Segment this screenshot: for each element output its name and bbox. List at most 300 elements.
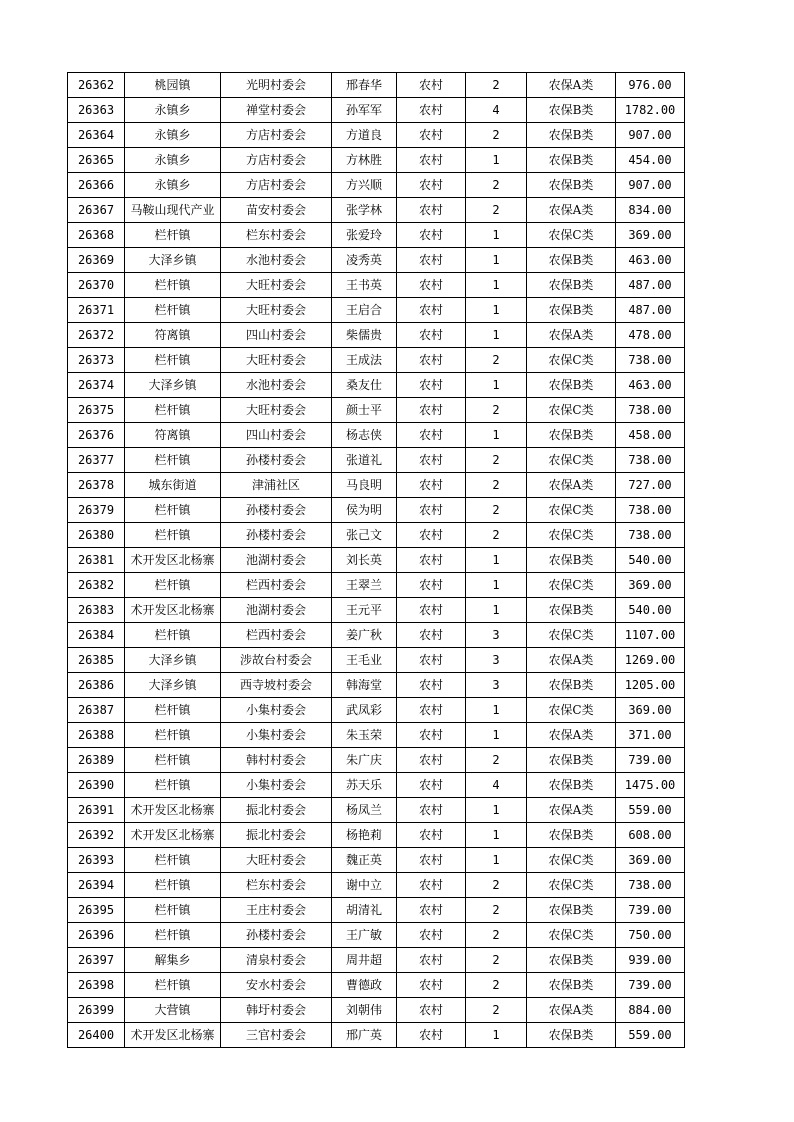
- household-type-cell: 农村: [397, 673, 466, 698]
- amount-cell: 738.00: [616, 523, 685, 548]
- table-row: [68, 698, 685, 723]
- village-committee-cell: 小集村委会: [221, 773, 332, 798]
- record-id-cell: 26366: [68, 173, 125, 198]
- table-row: [68, 348, 685, 373]
- record-id-cell: 26388: [68, 723, 125, 748]
- amount-cell: 834.00: [616, 198, 685, 223]
- member-count-cell: 1: [466, 323, 527, 348]
- record-id-cell: 26376: [68, 423, 125, 448]
- insurance-category-cell: 农保B类: [527, 123, 616, 148]
- member-count-cell: 1: [466, 723, 527, 748]
- record-id-cell: 26371: [68, 298, 125, 323]
- member-count-cell: 1: [466, 798, 527, 823]
- village-committee-cell: 大旺村委会: [221, 298, 332, 323]
- member-count-cell: 2: [466, 473, 527, 498]
- amount-cell: 907.00: [616, 123, 685, 148]
- person-name-cell: 侯为明: [332, 498, 397, 523]
- record-id-cell: 26367: [68, 198, 125, 223]
- insurance-category-cell: 农保A类: [527, 473, 616, 498]
- member-count-cell: 1: [466, 273, 527, 298]
- village-committee-cell: 大旺村委会: [221, 273, 332, 298]
- table-row: [68, 873, 685, 898]
- table-row: [68, 148, 685, 173]
- town-cell: 栏杆镇: [125, 898, 221, 923]
- table-row: [68, 98, 685, 123]
- table-row: [68, 973, 685, 998]
- member-count-cell: 2: [466, 948, 527, 973]
- insurance-category-cell: 农保C类: [527, 498, 616, 523]
- village-committee-cell: 禅堂村委会: [221, 98, 332, 123]
- record-id-cell: 26364: [68, 123, 125, 148]
- household-type-cell: 农村: [397, 148, 466, 173]
- record-id-cell: 26394: [68, 873, 125, 898]
- person-name-cell: 柴儒贵: [332, 323, 397, 348]
- person-name-cell: 刘长英: [332, 548, 397, 573]
- town-cell: 栏杆镇: [125, 523, 221, 548]
- person-name-cell: 方兴顺: [332, 173, 397, 198]
- insurance-category-cell: 农保B类: [527, 748, 616, 773]
- village-committee-cell: 池湖村委会: [221, 548, 332, 573]
- record-id-cell: 26377: [68, 448, 125, 473]
- table-row: [68, 648, 685, 673]
- amount-cell: 454.00: [616, 148, 685, 173]
- record-id-cell: 26390: [68, 773, 125, 798]
- household-type-cell: 农村: [397, 873, 466, 898]
- household-type-cell: 农村: [397, 773, 466, 798]
- insurance-category-cell: 农保B类: [527, 773, 616, 798]
- amount-cell: 750.00: [616, 923, 685, 948]
- person-name-cell: 朱玉荣: [332, 723, 397, 748]
- village-committee-cell: 振北村委会: [221, 798, 332, 823]
- member-count-cell: 3: [466, 673, 527, 698]
- record-id-cell: 26391: [68, 798, 125, 823]
- village-committee-cell: 大旺村委会: [221, 348, 332, 373]
- amount-cell: 907.00: [616, 173, 685, 198]
- person-name-cell: 王启合: [332, 298, 397, 323]
- household-type-cell: 农村: [397, 748, 466, 773]
- household-type-cell: 农村: [397, 473, 466, 498]
- table-row: [68, 473, 685, 498]
- record-id-cell: 26368: [68, 223, 125, 248]
- insurance-category-cell: 农保B类: [527, 598, 616, 623]
- insurance-category-cell: 农保A类: [527, 198, 616, 223]
- town-cell: 大营镇: [125, 998, 221, 1023]
- table-row: [68, 798, 685, 823]
- member-count-cell: 3: [466, 648, 527, 673]
- record-id-cell: 26384: [68, 623, 125, 648]
- record-id-cell: 26396: [68, 923, 125, 948]
- village-committee-cell: 池湖村委会: [221, 598, 332, 623]
- town-cell: 大泽乡镇: [125, 673, 221, 698]
- insurance-category-cell: 农保B类: [527, 273, 616, 298]
- table-row: [68, 398, 685, 423]
- table-row: [68, 848, 685, 873]
- record-id-cell: 26362: [68, 73, 125, 98]
- village-committee-cell: 栏西村委会: [221, 573, 332, 598]
- record-id-cell: 26398: [68, 973, 125, 998]
- village-committee-cell: 方店村委会: [221, 173, 332, 198]
- insurance-category-cell: 农保C类: [527, 348, 616, 373]
- town-cell: 栏杆镇: [125, 498, 221, 523]
- member-count-cell: 2: [466, 898, 527, 923]
- amount-cell: 976.00: [616, 73, 685, 98]
- town-cell: 术开发区北杨寨: [125, 823, 221, 848]
- town-cell: 栏杆镇: [125, 848, 221, 873]
- village-committee-cell: 四山村委会: [221, 423, 332, 448]
- village-committee-cell: 津浦社区: [221, 473, 332, 498]
- household-type-cell: 农村: [397, 848, 466, 873]
- table-row: [68, 573, 685, 598]
- household-type-cell: 农村: [397, 398, 466, 423]
- village-committee-cell: 栏东村委会: [221, 223, 332, 248]
- village-committee-cell: 王庄村委会: [221, 898, 332, 923]
- household-type-cell: 农村: [397, 248, 466, 273]
- household-type-cell: 农村: [397, 73, 466, 98]
- member-count-cell: 1: [466, 698, 527, 723]
- table-row: [68, 298, 685, 323]
- town-cell: 栏杆镇: [125, 698, 221, 723]
- amount-cell: 884.00: [616, 998, 685, 1023]
- member-count-cell: 3: [466, 623, 527, 648]
- amount-cell: 1782.00: [616, 98, 685, 123]
- member-count-cell: 1: [466, 223, 527, 248]
- table-row: [68, 673, 685, 698]
- record-id-cell: 26375: [68, 398, 125, 423]
- household-type-cell: 农村: [397, 123, 466, 148]
- insurance-category-cell: 农保B类: [527, 373, 616, 398]
- table-row: [68, 1023, 685, 1048]
- insurance-category-cell: 农保A类: [527, 648, 616, 673]
- amount-cell: 487.00: [616, 273, 685, 298]
- insurance-category-cell: 农保B类: [527, 973, 616, 998]
- town-cell: 栏杆镇: [125, 573, 221, 598]
- person-name-cell: 王元平: [332, 598, 397, 623]
- person-name-cell: 王翠兰: [332, 573, 397, 598]
- record-id-cell: 26378: [68, 473, 125, 498]
- village-committee-cell: 清泉村委会: [221, 948, 332, 973]
- household-type-cell: 农村: [397, 923, 466, 948]
- insurance-category-cell: 农保B类: [527, 673, 616, 698]
- table-row: [68, 498, 685, 523]
- town-cell: 栏杆镇: [125, 748, 221, 773]
- record-id-cell: 26395: [68, 898, 125, 923]
- amount-cell: 559.00: [616, 1023, 685, 1048]
- record-id-cell: 26397: [68, 948, 125, 973]
- town-cell: 城东街道: [125, 473, 221, 498]
- person-name-cell: 王广敏: [332, 923, 397, 948]
- town-cell: 栏杆镇: [125, 923, 221, 948]
- table-row: [68, 323, 685, 348]
- town-cell: 术开发区北杨寨: [125, 798, 221, 823]
- member-count-cell: 2: [466, 198, 527, 223]
- record-id-cell: 26387: [68, 698, 125, 723]
- insurance-category-cell: 农保C类: [527, 523, 616, 548]
- amount-cell: 1205.00: [616, 673, 685, 698]
- amount-cell: 371.00: [616, 723, 685, 748]
- person-name-cell: 武凤彩: [332, 698, 397, 723]
- village-committee-cell: 大旺村委会: [221, 398, 332, 423]
- person-name-cell: 张己文: [332, 523, 397, 548]
- town-cell: 栏杆镇: [125, 273, 221, 298]
- town-cell: 永镇乡: [125, 148, 221, 173]
- table-row: [68, 123, 685, 148]
- village-committee-cell: 四山村委会: [221, 323, 332, 348]
- town-cell: 栏杆镇: [125, 298, 221, 323]
- amount-cell: 738.00: [616, 498, 685, 523]
- village-committee-cell: 水池村委会: [221, 248, 332, 273]
- town-cell: 永镇乡: [125, 123, 221, 148]
- town-cell: 栏杆镇: [125, 623, 221, 648]
- person-name-cell: 张道礼: [332, 448, 397, 473]
- person-name-cell: 杨凤兰: [332, 798, 397, 823]
- amount-cell: 738.00: [616, 348, 685, 373]
- village-committee-cell: 苗安村委会: [221, 198, 332, 223]
- person-name-cell: 方林胜: [332, 148, 397, 173]
- record-id-cell: 26369: [68, 248, 125, 273]
- table-row: [68, 598, 685, 623]
- person-name-cell: 苏天乐: [332, 773, 397, 798]
- village-committee-cell: 大旺村委会: [221, 848, 332, 873]
- household-type-cell: 农村: [397, 548, 466, 573]
- town-cell: 栏杆镇: [125, 223, 221, 248]
- amount-cell: 369.00: [616, 698, 685, 723]
- member-count-cell: 1: [466, 148, 527, 173]
- village-committee-cell: 孙楼村委会: [221, 448, 332, 473]
- town-cell: 马鞍山现代产业: [125, 198, 221, 223]
- person-name-cell: 魏正英: [332, 848, 397, 873]
- insurance-category-cell: 农保C类: [527, 698, 616, 723]
- household-type-cell: 农村: [397, 623, 466, 648]
- household-type-cell: 农村: [397, 948, 466, 973]
- amount-cell: 540.00: [616, 548, 685, 573]
- member-count-cell: 1: [466, 298, 527, 323]
- table-row: [68, 523, 685, 548]
- member-count-cell: 4: [466, 98, 527, 123]
- insurance-category-cell: 农保A类: [527, 998, 616, 1023]
- record-id-cell: 26399: [68, 998, 125, 1023]
- member-count-cell: 2: [466, 173, 527, 198]
- table-row: [68, 623, 685, 648]
- table-row: [68, 173, 685, 198]
- amount-cell: 369.00: [616, 848, 685, 873]
- village-committee-cell: 栏东村委会: [221, 873, 332, 898]
- record-id-cell: 26400: [68, 1023, 125, 1048]
- town-cell: 永镇乡: [125, 98, 221, 123]
- insurance-category-cell: 农保A类: [527, 323, 616, 348]
- member-count-cell: 2: [466, 973, 527, 998]
- table-row: [68, 198, 685, 223]
- village-committee-cell: 涉故台村委会: [221, 648, 332, 673]
- insurance-category-cell: 农保B类: [527, 98, 616, 123]
- amount-cell: 738.00: [616, 448, 685, 473]
- town-cell: 解集乡: [125, 948, 221, 973]
- town-cell: 符离镇: [125, 423, 221, 448]
- insurance-category-cell: 农保B类: [527, 173, 616, 198]
- person-name-cell: 张爱玲: [332, 223, 397, 248]
- member-count-cell: 2: [466, 748, 527, 773]
- table-row: [68, 948, 685, 973]
- insurance-category-cell: 农保B类: [527, 298, 616, 323]
- person-name-cell: 张学林: [332, 198, 397, 223]
- insurance-category-cell: 农保A类: [527, 723, 616, 748]
- record-id-cell: 26386: [68, 673, 125, 698]
- roster-body: [68, 73, 685, 1048]
- village-committee-cell: 孙楼村委会: [221, 923, 332, 948]
- record-id-cell: 26370: [68, 273, 125, 298]
- person-name-cell: 王成法: [332, 348, 397, 373]
- amount-cell: 739.00: [616, 898, 685, 923]
- insurance-category-cell: 农保A类: [527, 798, 616, 823]
- table-row: [68, 423, 685, 448]
- household-type-cell: 农村: [397, 273, 466, 298]
- household-type-cell: 农村: [397, 523, 466, 548]
- household-type-cell: 农村: [397, 573, 466, 598]
- amount-cell: 1475.00: [616, 773, 685, 798]
- household-type-cell: 农村: [397, 823, 466, 848]
- household-type-cell: 农村: [397, 98, 466, 123]
- record-id-cell: 26372: [68, 323, 125, 348]
- table-row: [68, 273, 685, 298]
- table-row: [68, 448, 685, 473]
- household-type-cell: 农村: [397, 723, 466, 748]
- person-name-cell: 王书英: [332, 273, 397, 298]
- member-count-cell: 2: [466, 923, 527, 948]
- town-cell: 大泽乡镇: [125, 373, 221, 398]
- village-committee-cell: 韩村村委会: [221, 748, 332, 773]
- amount-cell: 738.00: [616, 873, 685, 898]
- amount-cell: 739.00: [616, 748, 685, 773]
- table-row: [68, 898, 685, 923]
- amount-cell: 727.00: [616, 473, 685, 498]
- amount-cell: 540.00: [616, 598, 685, 623]
- amount-cell: 1107.00: [616, 623, 685, 648]
- amount-cell: 739.00: [616, 973, 685, 998]
- record-id-cell: 26382: [68, 573, 125, 598]
- member-count-cell: 2: [466, 398, 527, 423]
- household-type-cell: 农村: [397, 648, 466, 673]
- member-count-cell: 2: [466, 873, 527, 898]
- village-committee-cell: 韩圩村委会: [221, 998, 332, 1023]
- insurance-category-cell: 农保B类: [527, 898, 616, 923]
- person-name-cell: 桑友仕: [332, 373, 397, 398]
- person-name-cell: 曹德政: [332, 973, 397, 998]
- insurance-category-cell: 农保C类: [527, 398, 616, 423]
- table-row: [68, 373, 685, 398]
- town-cell: 大泽乡镇: [125, 648, 221, 673]
- village-committee-cell: 栏西村委会: [221, 623, 332, 648]
- record-id-cell: 26389: [68, 748, 125, 773]
- town-cell: 术开发区北杨寨: [125, 598, 221, 623]
- insurance-category-cell: 农保B类: [527, 948, 616, 973]
- amount-cell: 487.00: [616, 298, 685, 323]
- member-count-cell: 1: [466, 548, 527, 573]
- record-id-cell: 26379: [68, 498, 125, 523]
- insurance-category-cell: 农保C类: [527, 573, 616, 598]
- village-committee-cell: 孙楼村委会: [221, 498, 332, 523]
- table-row: [68, 748, 685, 773]
- amount-cell: 458.00: [616, 423, 685, 448]
- household-type-cell: 农村: [397, 973, 466, 998]
- person-name-cell: 杨艳莉: [332, 823, 397, 848]
- household-type-cell: 农村: [397, 598, 466, 623]
- village-committee-cell: 小集村委会: [221, 723, 332, 748]
- town-cell: 栏杆镇: [125, 348, 221, 373]
- amount-cell: 939.00: [616, 948, 685, 973]
- household-type-cell: 农村: [397, 798, 466, 823]
- household-type-cell: 农村: [397, 223, 466, 248]
- person-name-cell: 周井超: [332, 948, 397, 973]
- amount-cell: 1269.00: [616, 648, 685, 673]
- member-count-cell: 1: [466, 573, 527, 598]
- insurance-category-cell: 农保C类: [527, 623, 616, 648]
- record-id-cell: 26393: [68, 848, 125, 873]
- member-count-cell: 1: [466, 423, 527, 448]
- person-name-cell: 王毛业: [332, 648, 397, 673]
- amount-cell: 559.00: [616, 798, 685, 823]
- amount-cell: 369.00: [616, 223, 685, 248]
- table-row: [68, 998, 685, 1023]
- person-name-cell: 谢中立: [332, 873, 397, 898]
- village-committee-cell: 三官村委会: [221, 1023, 332, 1048]
- table-row: [68, 223, 685, 248]
- insurance-category-cell: 农保B类: [527, 1023, 616, 1048]
- amount-cell: 369.00: [616, 573, 685, 598]
- person-name-cell: 姜广秋: [332, 623, 397, 648]
- village-committee-cell: 小集村委会: [221, 698, 332, 723]
- insurance-category-cell: 农保C类: [527, 873, 616, 898]
- town-cell: 符离镇: [125, 323, 221, 348]
- household-type-cell: 农村: [397, 1023, 466, 1048]
- person-name-cell: 刘朝伟: [332, 998, 397, 1023]
- record-id-cell: 26374: [68, 373, 125, 398]
- town-cell: 栏杆镇: [125, 448, 221, 473]
- amount-cell: 463.00: [616, 373, 685, 398]
- amount-cell: 463.00: [616, 248, 685, 273]
- insurance-category-cell: 农保C类: [527, 848, 616, 873]
- member-count-cell: 2: [466, 348, 527, 373]
- insurance-category-cell: 农保A类: [527, 73, 616, 98]
- person-name-cell: 胡清礼: [332, 898, 397, 923]
- household-type-cell: 农村: [397, 423, 466, 448]
- household-type-cell: 农村: [397, 373, 466, 398]
- town-cell: 栏杆镇: [125, 873, 221, 898]
- member-count-cell: 1: [466, 373, 527, 398]
- town-cell: 桃园镇: [125, 73, 221, 98]
- household-type-cell: 农村: [397, 498, 466, 523]
- table-row: [68, 73, 685, 98]
- member-count-cell: 1: [466, 598, 527, 623]
- person-name-cell: 方道良: [332, 123, 397, 148]
- member-count-cell: 2: [466, 498, 527, 523]
- table-row: [68, 548, 685, 573]
- member-count-cell: 2: [466, 523, 527, 548]
- village-committee-cell: 振北村委会: [221, 823, 332, 848]
- person-name-cell: 邢广英: [332, 1023, 397, 1048]
- person-name-cell: 邢春华: [332, 73, 397, 98]
- person-name-cell: 颜士平: [332, 398, 397, 423]
- record-id-cell: 26365: [68, 148, 125, 173]
- insurance-category-cell: 农保C类: [527, 223, 616, 248]
- member-count-cell: 2: [466, 448, 527, 473]
- member-count-cell: 1: [466, 823, 527, 848]
- member-count-cell: 1: [466, 1023, 527, 1048]
- record-id-cell: 26373: [68, 348, 125, 373]
- village-committee-cell: 西寺坡村委会: [221, 673, 332, 698]
- record-id-cell: 26385: [68, 648, 125, 673]
- insurance-category-cell: 农保B类: [527, 423, 616, 448]
- amount-cell: 738.00: [616, 398, 685, 423]
- member-count-cell: 4: [466, 773, 527, 798]
